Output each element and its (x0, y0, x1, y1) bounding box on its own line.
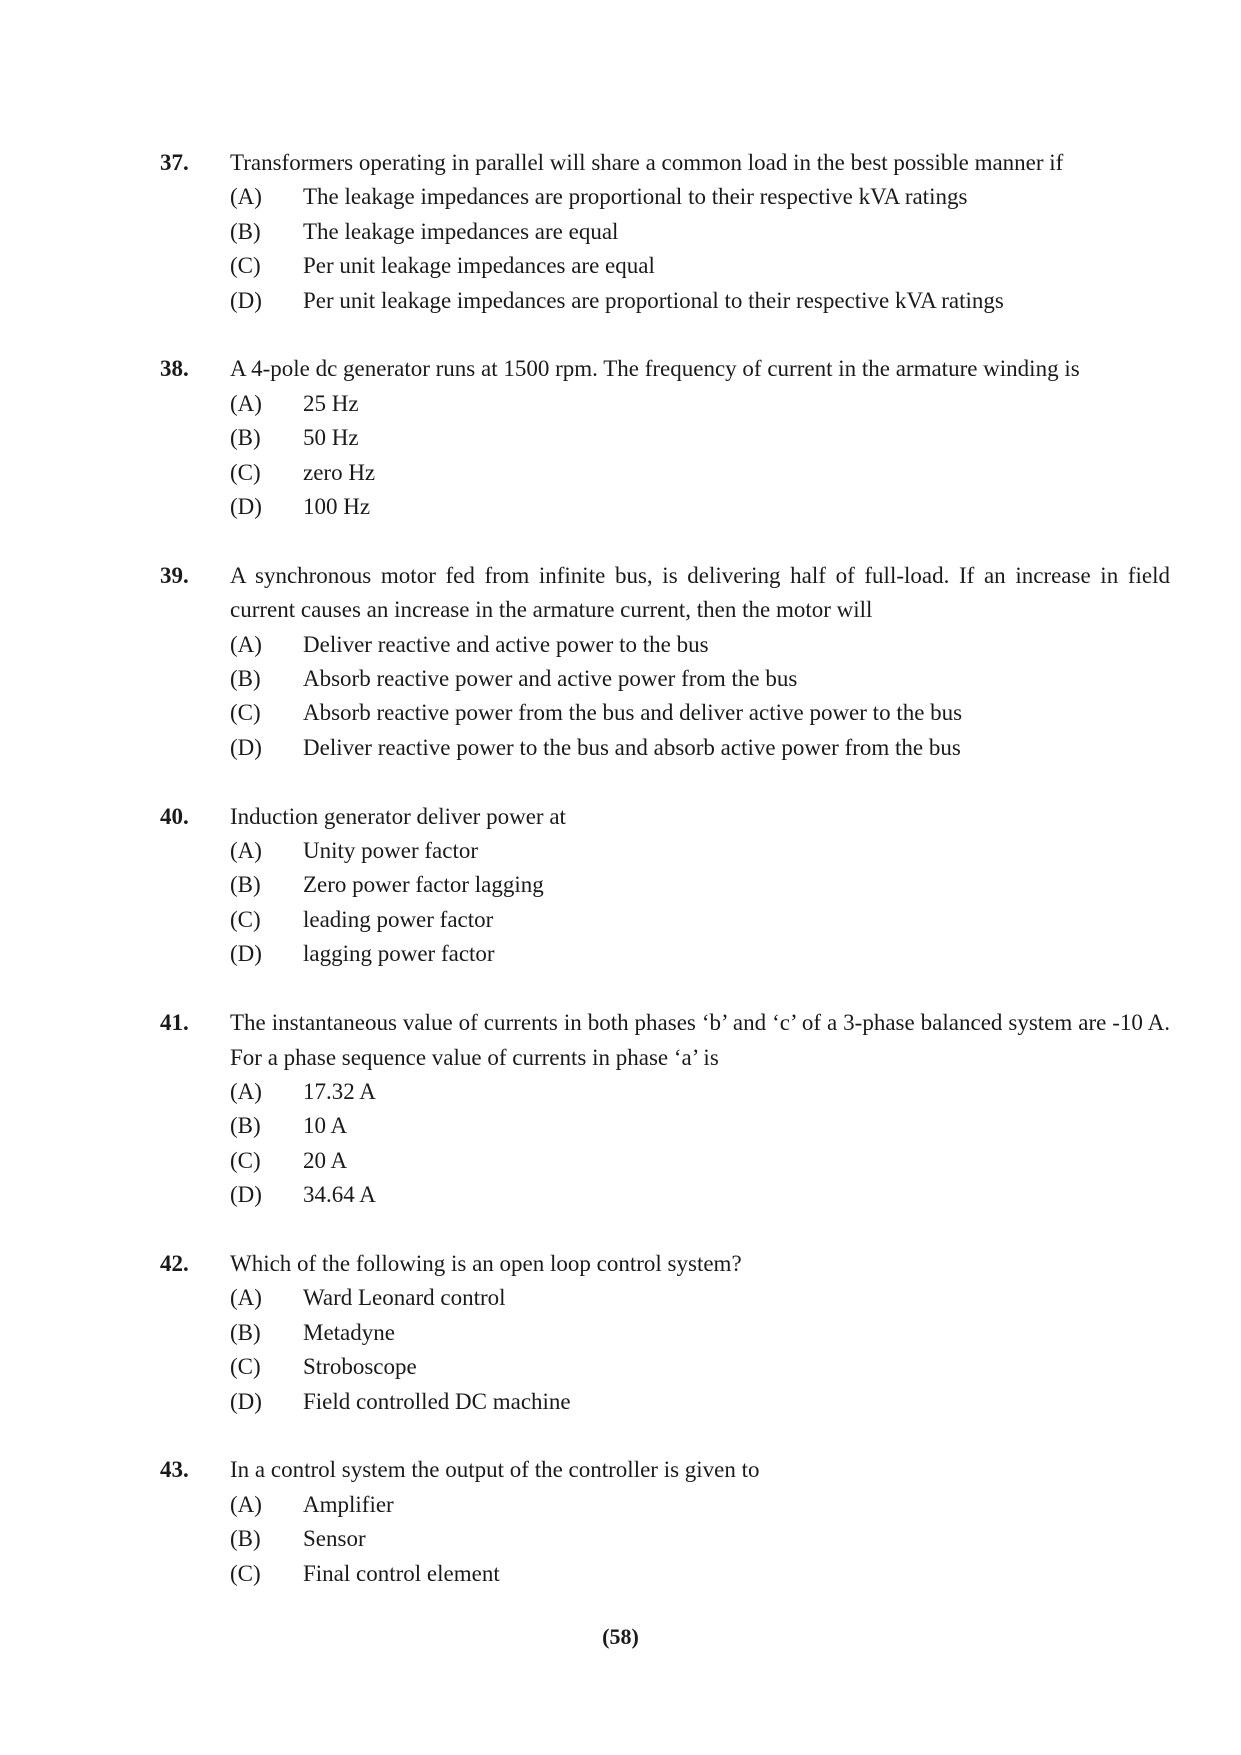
question-header (160, 1247, 1170, 1281)
option-list (230, 1075, 1170, 1213)
option-a (230, 1488, 1170, 1522)
question-header (160, 1453, 1170, 1487)
question-38 (160, 352, 1170, 524)
option-text: Absorb reactive power from the bus and deliver active power to the bus (303, 700, 963, 726)
option-letter: (A) (230, 1078, 262, 1104)
option-text: 34.64 A (303, 1182, 376, 1208)
question-header (160, 352, 1170, 386)
question-number: 38. (160, 356, 189, 382)
option-list (230, 387, 1170, 525)
question-header (160, 146, 1170, 180)
question-text: Which of the following is an open loop control system? (230, 1250, 742, 1276)
option-text: 10 A (303, 1113, 348, 1139)
question-list (160, 146, 1170, 1591)
option-text: Amplifier (303, 1491, 394, 1517)
option-b (230, 1316, 1170, 1350)
option-list (230, 180, 1170, 318)
option-text: Final control element (303, 1560, 500, 1586)
option-letter: (C) (230, 700, 261, 726)
option-letter: (A) (230, 1491, 262, 1517)
option-text: Metadyne (303, 1319, 395, 1345)
question-text: Transformers operating in parallel will share a common load in the best possible manner if (230, 150, 1064, 175)
option-letter: (B) (230, 1319, 261, 1345)
option-letter: (A) (230, 184, 262, 210)
option-c (230, 696, 1170, 730)
option-letter: (D) (230, 287, 262, 313)
option-text: Ward Leonard control (303, 1285, 506, 1311)
option-a (230, 180, 1170, 214)
option-letter: (C) (230, 1354, 261, 1380)
option-text: Per unit leakage impedances are proportional to their respective kVA ratings (303, 287, 1004, 313)
question-header (160, 800, 1170, 834)
question-number: 43. (160, 1457, 189, 1483)
question-text: Induction generator deliver power at (230, 803, 566, 829)
spacer (160, 318, 1170, 352)
option-text: lagging power factor (303, 941, 495, 967)
question-text: A 4-pole dc generator runs at 1500 rpm. The frequency of current in the armature winding is (230, 356, 1080, 382)
question-number: 37. (160, 150, 189, 175)
option-text: 50 Hz (303, 425, 359, 451)
option-b (230, 421, 1170, 455)
option-text: Deliver reactive and active power to the bus (303, 631, 709, 657)
option-letter: (A) (230, 1285, 262, 1311)
option-text: 100 Hz (303, 494, 371, 520)
option-b (230, 1522, 1170, 1556)
option-text: Stroboscope (303, 1354, 417, 1380)
option-b (230, 662, 1170, 696)
option-text: zero Hz (303, 459, 376, 485)
option-letter: (C) (230, 253, 261, 279)
option-text: Absorb reactive power and active power from the bus (303, 666, 798, 692)
question-header (160, 559, 1170, 628)
option-text: The leakage impedances are equal (303, 218, 619, 244)
option-a (230, 628, 1170, 662)
option-list (230, 834, 1170, 972)
question-39 (160, 559, 1170, 765)
question-text: In a control system the output of the controller is given to (230, 1457, 760, 1483)
option-a (230, 834, 1170, 868)
option-c (230, 1144, 1170, 1178)
question-41 (160, 1006, 1170, 1212)
option-c (230, 456, 1170, 490)
question-number: 42. (160, 1250, 189, 1276)
option-letter: (D) (230, 941, 262, 967)
option-text: Field controlled DC machine (303, 1388, 571, 1414)
option-letter: (B) (230, 425, 261, 451)
option-letter: (D) (230, 1182, 262, 1208)
question-43 (160, 1453, 1170, 1591)
option-letter: (A) (230, 838, 262, 864)
option-text: Zero power factor lagging (303, 872, 544, 898)
option-c (230, 903, 1170, 937)
option-letter: (A) (230, 631, 262, 657)
option-d (230, 284, 1170, 318)
question-text: The instantaneous value of currents in both phases ‘b’ and ‘c’ of a 3-phase balanced system are -10 A. For a phase sequence value of currents in phase ‘a’ is (230, 1010, 1170, 1070)
question-40 (160, 800, 1170, 972)
option-letter: (A) (230, 390, 262, 416)
option-text: Deliver reactive power to the bus and absorb active power from the bus (303, 734, 961, 760)
option-letter: (C) (230, 1147, 261, 1173)
option-c (230, 249, 1170, 283)
option-a (230, 1281, 1170, 1315)
option-letter: (D) (230, 494, 262, 520)
option-d (230, 1178, 1170, 1212)
page-number: (58) (602, 1624, 639, 1649)
option-d (230, 1385, 1170, 1419)
option-text: 25 Hz (303, 390, 359, 416)
option-b (230, 868, 1170, 902)
option-list (230, 628, 1170, 766)
question-text: A synchronous motor fed from infinite bus, is delivering half of full-load. If an increase in field current causes an increase in the armature current, then the motor will (230, 562, 1170, 623)
option-text: The leakage impedances are proportional to their respective kVA ratings (303, 184, 968, 210)
option-letter: (B) (230, 218, 261, 244)
option-a (230, 387, 1170, 421)
spacer (160, 972, 1170, 1006)
question-37 (160, 146, 1170, 318)
option-b (230, 1109, 1170, 1143)
option-text: 20 A (303, 1147, 348, 1173)
option-letter: (B) (230, 666, 261, 692)
question-42 (160, 1247, 1170, 1419)
question-number: 40. (160, 803, 189, 829)
option-text: Per unit leakage impedances are equal (303, 253, 655, 279)
option-text: leading power factor (303, 906, 494, 932)
spacer (160, 524, 1170, 558)
option-a (230, 1075, 1170, 1109)
option-letter: (D) (230, 1388, 262, 1414)
option-letter: (C) (230, 459, 261, 485)
option-c (230, 1557, 1170, 1591)
option-d (230, 490, 1170, 524)
question-number: 41. (160, 1010, 189, 1036)
option-text: 17.32 A (303, 1078, 376, 1104)
option-c (230, 1350, 1170, 1384)
option-letter: (B) (230, 872, 261, 898)
spacer (160, 1419, 1170, 1453)
option-text: Unity power factor (303, 838, 478, 864)
option-d (230, 731, 1170, 765)
option-b (230, 215, 1170, 249)
spacer (160, 765, 1170, 799)
spacer (160, 1213, 1170, 1247)
option-letter: (C) (230, 906, 261, 932)
option-letter: (B) (230, 1113, 261, 1139)
option-d (230, 937, 1170, 971)
option-letter: (D) (230, 734, 262, 760)
option-list (230, 1488, 1170, 1591)
option-letter: (B) (230, 1526, 261, 1552)
option-letter: (C) (230, 1560, 261, 1586)
option-text: Sensor (303, 1526, 366, 1552)
question-number: 39. (160, 562, 189, 588)
option-list (230, 1281, 1170, 1419)
question-header (160, 1006, 1170, 1075)
